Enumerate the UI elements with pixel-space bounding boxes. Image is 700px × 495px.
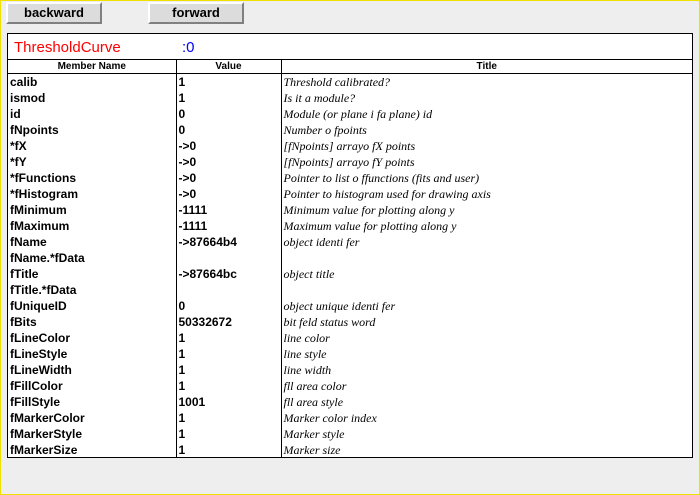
member-name-cell: fFillStyle [10,395,61,409]
table-row [8,170,692,186]
table-row [8,442,692,458]
table-row [8,410,692,426]
member-name-cell: fBits [10,315,37,329]
member-value-cell [176,250,281,266]
member-value-cell: 1 [176,346,281,362]
member-value-cell: 1 [176,410,281,426]
table-row [8,74,692,91]
member-title-cell: bit feld status word [281,314,692,330]
object-inspector-panel [7,33,693,458]
member-title-cell: line color [281,330,692,346]
member-title-cell: Pointer to list o ffunctions (fits and user) [281,170,692,186]
member-title-cell [281,282,692,298]
member-title-cell: [fNpoints] arrayo fY points [281,154,692,170]
table-row [8,234,692,250]
table-row [8,106,692,122]
column-header-member-name: Member Name [8,60,176,74]
object-name: ThresholdCurve [14,39,121,56]
member-name-cell: *fX [10,139,27,153]
table-row [8,298,692,314]
table-row [8,426,692,442]
member-title-cell: object identi fer [281,234,692,250]
member-title-cell: Marker color index [281,410,692,426]
member-title-cell: fll area style [281,394,692,410]
member-name-cell: fTitle.*fData [10,283,77,297]
member-title-cell: Number o fpoints [281,122,692,138]
column-header-title: Title [281,60,692,74]
member-value-cell: ->0 [176,138,281,154]
member-name-cell: fMarkerSize [10,443,78,457]
member-name-cell: fName.*fData [10,251,85,265]
member-title-cell: Module (or plane i fa plane) id [281,106,692,122]
table-row [8,138,692,154]
member-title-cell: Marker style [281,426,692,442]
backward-button[interactable]: backward [6,2,102,24]
table-header-row [8,60,692,74]
member-value-cell: 1 [176,378,281,394]
member-title-cell: line width [281,362,692,378]
member-value-cell: 1 [176,74,281,91]
table-row [8,282,692,298]
member-name-cell: fFillColor [10,379,63,393]
member-value-cell [176,282,281,298]
table-row [8,330,692,346]
member-name-cell: fTitle [10,267,39,281]
member-value-cell: 1 [176,90,281,106]
member-title-cell: line style [281,346,692,362]
member-value-cell: 0 [176,106,281,122]
member-title-cell: Minimum value for plotting along y [281,202,692,218]
member-name-cell: fMarkerColor [10,411,85,425]
table-row [8,346,692,362]
member-title-cell: object unique identi fer [281,298,692,314]
member-name-cell: fLineWidth [10,363,72,377]
member-title-cell: [fNpoints] arrayo fX points [281,138,692,154]
member-name-cell: *fFunctions [10,171,76,185]
object-index: :0 [182,39,195,56]
member-title-cell: Maximum value for plotting along y [281,218,692,234]
member-name-cell: *fY [10,155,27,169]
member-value-cell: 1 [176,426,281,442]
table-row [8,218,692,234]
member-name-cell: fLineStyle [10,347,68,361]
member-value-cell: 50332672 [176,314,281,330]
member-name-cell: fName [10,235,47,249]
member-value-cell: 1 [176,330,281,346]
table-row [8,266,692,282]
member-value-cell: ->0 [176,170,281,186]
member-name-cell: fMinimum [10,203,67,217]
member-value-cell: 1 [176,362,281,378]
member-value-cell: -1111 [176,218,281,234]
member-name-cell: calib [10,75,38,89]
member-name-cell: fLineColor [10,331,70,345]
member-title-cell [281,250,692,266]
member-value-cell: -1111 [176,202,281,218]
member-title-cell: Is it a module? [281,90,692,106]
table-row [8,394,692,410]
member-name-cell: fMaximum [10,219,70,233]
member-value-cell: ->87664b4 [176,234,281,250]
table-row [8,314,692,330]
member-title-cell: object title [281,266,692,282]
member-title-cell: Pointer to histogram used for drawing axis [281,186,692,202]
member-name-cell: fNpoints [10,123,59,137]
table-row [8,154,692,170]
table-row [8,202,692,218]
table-row [8,186,692,202]
member-name-cell: fUniqueID [10,299,67,313]
member-title-cell: Marker size [281,442,692,458]
object-header [8,34,692,58]
table-row [8,378,692,394]
table-row [8,250,692,266]
table-row [8,90,692,106]
member-value-cell: ->87664bc [176,266,281,282]
members-table [8,59,692,458]
member-name-cell: ismod [10,91,46,105]
column-header-value: Value [176,60,281,74]
member-value-cell: ->0 [176,154,281,170]
member-value-cell: 1001 [176,394,281,410]
member-name-cell: id [10,107,21,121]
member-value-cell: 1 [176,442,281,458]
member-name-cell: fMarkerStyle [10,427,83,441]
member-value-cell: 0 [176,122,281,138]
member-title-cell: fll area color [281,378,692,394]
member-title-cell: Threshold calibrated? [281,74,692,91]
table-row [8,362,692,378]
member-value-cell: 0 [176,298,281,314]
member-value-cell: ->0 [176,186,281,202]
member-name-cell: *fHistogram [10,187,79,201]
table-row [8,122,692,138]
forward-button[interactable]: forward [148,2,244,24]
